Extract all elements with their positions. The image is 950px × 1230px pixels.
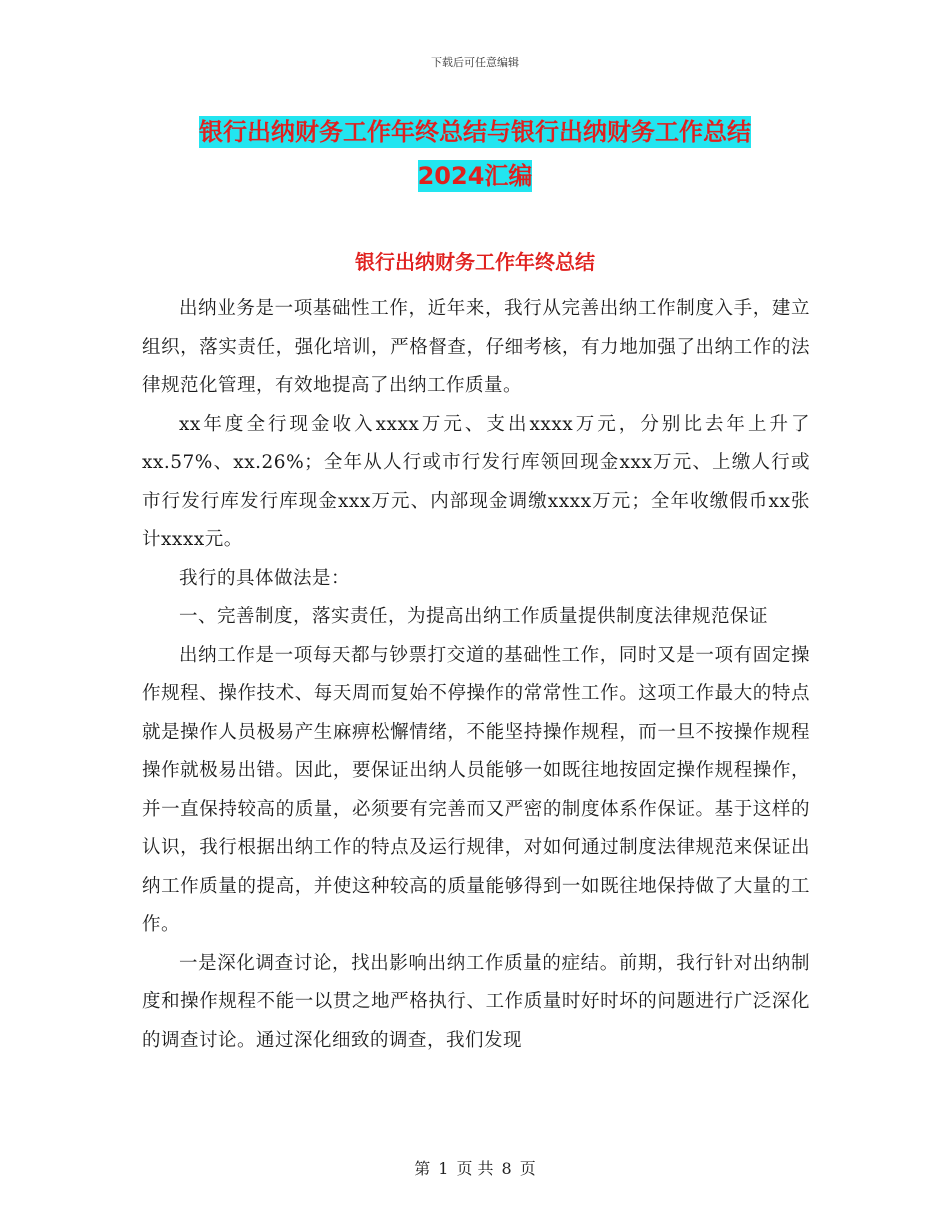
paragraph: 出纳工作是一项每天都与钞票打交道的基础性工作，同时又是一项有固定操作规程、操作技术、每天周而复始不停操作的常常性工作。这项工作最大的特点就是操作人员极易产生麻痹松懈情绪，不能坚持操作规程，而一旦不按操作规程操作就极易出错。因此，要保证出纳人员能够一如既往地按固定操作规程操作，并一直保持较高的质量，必须要有完善而又严密的制度体系作保证。基于这样的认识，我行根据出纳工作的特点及运行规律，对如何通过制度法律规范来保证出纳工作质量的提高，并使这种较高的质量能够得到一如既往地保持做了大量的工作。	[142, 644, 810, 935]
document-title-line-2: 2024汇编	[417, 162, 533, 190]
footer-total-pages: 8	[501, 1159, 512, 1178]
page-footer	[0, 1156, 950, 1179]
body-text	[142, 290, 810, 1060]
paragraph: 一、完善制度，落实责任，为提高出纳工作质量提供制度法律规范保证	[179, 606, 769, 627]
section-title: 银行出纳财务工作年终总结	[355, 250, 595, 274]
paragraph: xx年度全行现金收入xxxx万元、支出xxxx万元，分别比去年上升了xx.57%、xx.26%；全年从人行或市行发行库领回现金xxx万元、上缴人行或市行发行库发行库现金xxx万元、内部现金调缴xxxx万元；全年收缴假币xx张计xxxx元。	[142, 413, 810, 550]
footer-mid: 页 共	[456, 1159, 494, 1178]
paragraph: 我行的具体做法是：	[179, 567, 351, 589]
footer-page-number: 1	[438, 1159, 449, 1178]
paragraph: 出纳业务是一项基础性工作，近年来，我行从完善出纳工作制度入手，建立组织，落实责任，强化培训，严格督查，仔细考核，有力地加强了出纳工作的法律规范化管理，有效地提高了出纳工作质量。	[142, 298, 810, 396]
footer-suffix: 页	[519, 1159, 536, 1178]
header-note: 下载后可任意编辑	[431, 56, 519, 69]
footer-prefix: 第	[414, 1159, 431, 1178]
paragraph: 一是深化调查讨论，找出影响出纳工作质量的症结。前期，我行针对出纳制度和操作规程不能一以贯之地严格执行、工作质量时好时坏的问题进行广泛深化的调查讨论。通过深化细致的调查，我们发现	[142, 952, 810, 1051]
document-title-line-1: 银行出纳财务工作年终总结与银行出纳财务工作总结	[199, 118, 751, 146]
